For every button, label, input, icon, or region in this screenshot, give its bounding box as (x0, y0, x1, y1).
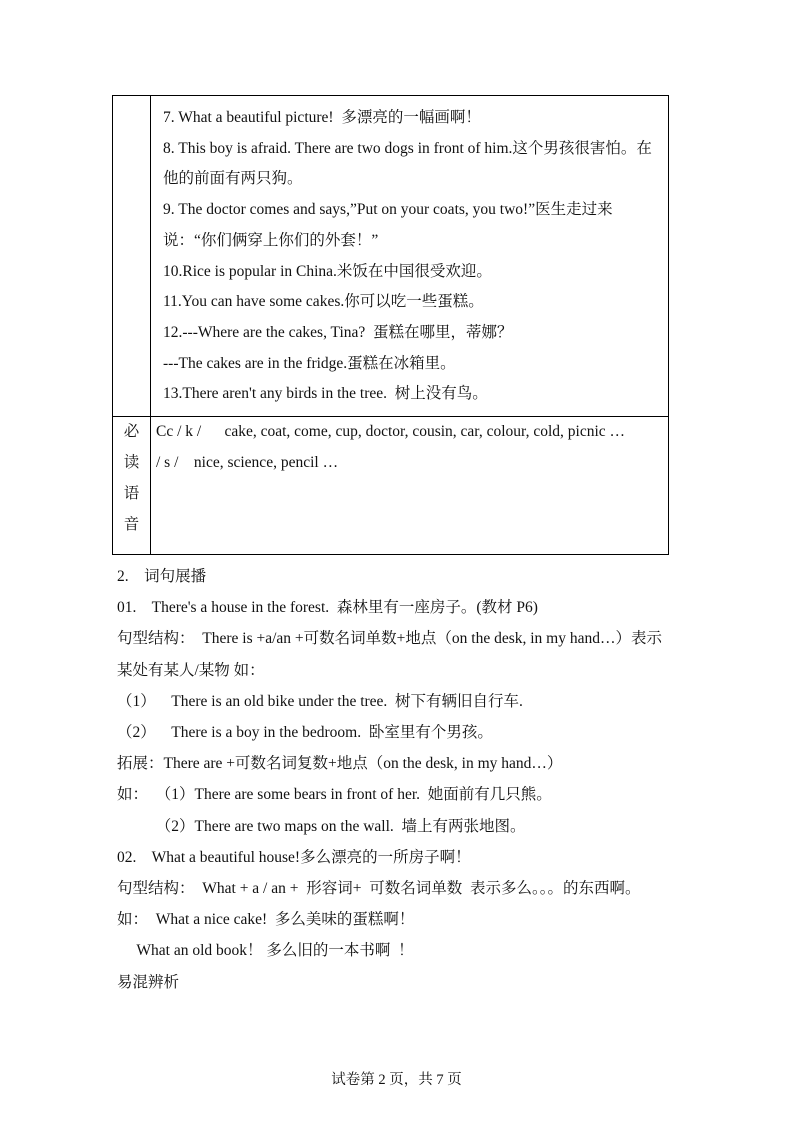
section-heading: 2. 词句展播 (117, 568, 207, 585)
example-sentence: 12.---Where are the cakes, Tina? 蛋糕在哪里，蒂娜？ (163, 323, 513, 341)
grammar-notes-table (112, 95, 669, 555)
body-paragraph: 02. What a beautiful house!多么漂亮的一所房子啊！ (117, 848, 471, 866)
body-paragraph: 句型结构： There is +a/an +可数名词单数+地点（on the desk, in my hand…）表示某处有某人/某物 如： (117, 630, 662, 679)
example-sentences-cell (151, 96, 669, 417)
phonics-line: Cc / k / cake, coat, come, cup, doctor, cousin, car, colour, cold, picnic … (156, 423, 626, 440)
section-body (117, 561, 677, 998)
table-row-example-sentences (113, 96, 669, 417)
row-label-cell-empty (113, 96, 151, 417)
phonics-label-char: 必 (123, 423, 140, 440)
body-paragraph: （2）There are two maps on the wall. 墙上有两张地图。 (117, 817, 526, 835)
example-sentence: 9. The doctor comes and says,”Put on your coats, you two!”医生走过来说：“你们俩穿上你们的外套！” (163, 201, 613, 249)
table-row-phonics (113, 417, 669, 555)
phonics-line: / s / nice, science, pencil … (156, 453, 339, 471)
phonics-content-cell (151, 417, 669, 555)
example-sentence: ---The cakes are in the fridge.蛋糕在冰箱里。 (163, 354, 456, 372)
phonics-label-char: 读 (123, 453, 140, 471)
page-footer: 试卷第 2 页，共 7 页 (331, 1072, 462, 1088)
example-sentence: 10.Rice is popular in China.米饭在中国很受欢迎。 (163, 262, 492, 280)
body-paragraph: 拓展：There are +可数名词复数+地点（on the desk, in my hand…） (117, 755, 563, 773)
phonics-label-char: 语 (123, 484, 140, 502)
body-paragraph: 如： （1）There are some bears in front of her. 她面前有几只熊。 (117, 786, 552, 804)
body-paragraph: 如： What a nice cake! 多么美味的蛋糕啊！ (117, 911, 415, 929)
phonics-row-label (113, 417, 151, 555)
example-sentence: 13.There aren't any birds in the tree. 树上没有鸟。 (163, 385, 488, 403)
example-sentence: 7. What a beautiful picture! 多漂亮的一幅画啊！ (163, 109, 481, 126)
body-paragraph: （2） There is a boy in the bedroom. 卧室里有个男孩。 (117, 724, 493, 742)
body-paragraph: 01. There's a house in the forest. 森林里有一座房子。(教材 P6) (117, 599, 538, 617)
example-sentence: 11.You can have some cakes.你可以吃一些蛋糕。 (163, 293, 484, 311)
body-paragraph: （1） There is an old bike under the tree. 树下有辆旧自行车. (117, 692, 523, 710)
body-paragraph: 易混辨析 (117, 973, 180, 991)
body-paragraph: What an old book！ 多么旧的一本书啊 ！ (117, 942, 414, 960)
phonics-label-char: 音 (123, 515, 140, 533)
example-sentence: 8. This boy is afraid. There are two dogs in front of him.这个男孩很害怕。在他的前面有两只狗。 (163, 139, 652, 188)
body-paragraph: 句型结构： What + a / an + 形容词+ 可数名词单数 表示多么。。。的东西啊。 (117, 880, 641, 898)
